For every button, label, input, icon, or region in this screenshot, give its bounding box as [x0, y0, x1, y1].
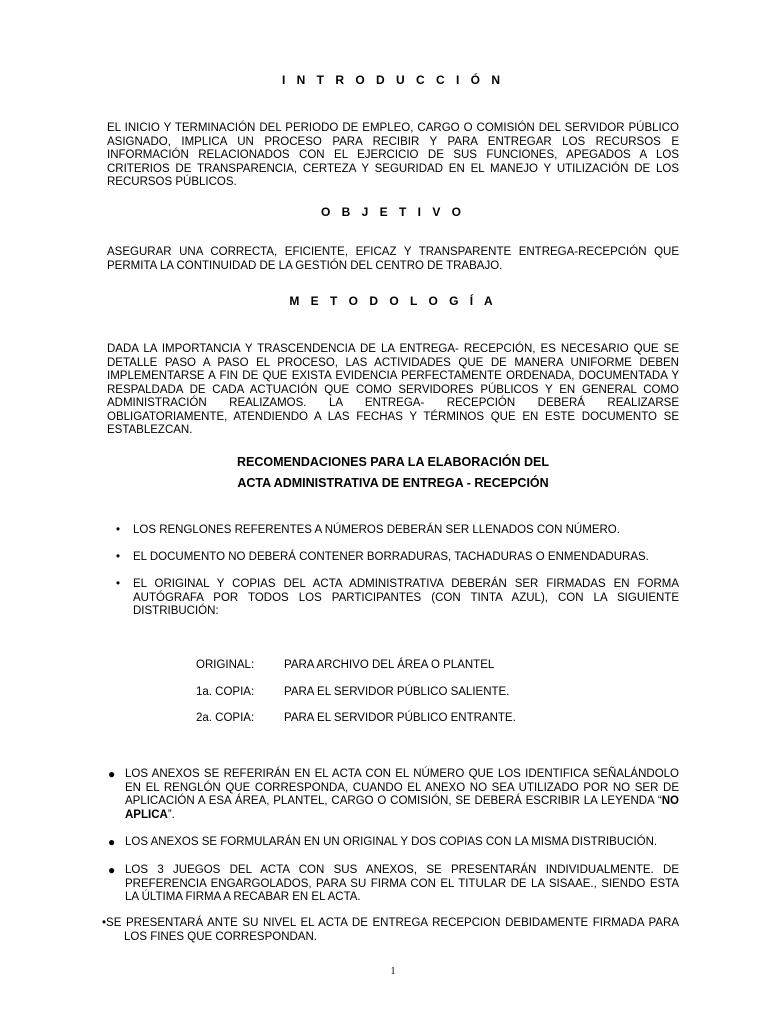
annex-text: LOS ANEXOS SE FORMULARÁN EN UN ORIGINAL Y DOS COPIAS CON LA MISMA DISTRIBUCIÓN.: [125, 836, 658, 848]
annex-text: LOS ANEXOS SE REFERIRÁN EN EL ACTA CON EL NÚMERO QUE LOS IDENTIFICA SEÑALÁNDOLO EN EL RENGLÓN QUE CORRESPONDA, CUANDO EL ANEXO NO SEA UTILIZADO POR NO SER DE APLICACIÓN A ESA ÁREA, PLANTEL, CARGO O COMISIÓN, SE DEBERÁ ESCRIBIR LA LEYENDA “NO APLICA”.: [125, 768, 679, 821]
filled-circle-bullet-icon: ●: [108, 767, 116, 781]
filled-circle-bullet-icon: ●: [108, 863, 116, 877]
distribution-label: 2a. COPIA:: [196, 712, 255, 724]
introduction-heading: I N T R O D U C C I Ó N: [281, 73, 504, 87]
introduction-paragraph: EL INICIO Y TERMINACIÓN DEL PERIODO DE EMPLEO, CARGO O COMISIÓN DEL SERVIDOR PÚBLICO ASIGNADO, IMPLICA UN PROCESO PARA RECIBIR Y PARA ENTREGAR LOS RECURSOS E INFORMACIÓN RELACIONADOS CON EL EJERCICIO DE SUS FUNCIONES, APEGADOS A LOS CRITERIOS DE TRANSPARENCIA, CERTEZA Y SEGURIDAD EN EL MANEJO Y UTILIZACIÓN DE LOS RECURSOS PÚBLICOS.: [107, 122, 679, 188]
distribution-value: PARA EL SERVIDOR PÚBLICO SALIENTE.: [284, 686, 510, 698]
bullet-text: LOS RENGLONES REFERENTES A NÚMEROS DEBERÁN SER LLENADOS CON NÚMERO.: [133, 524, 620, 536]
objective-paragraph: ASEGURAR UNA CORRECTA, EFICIENTE, EFICAZ Y TRANSPARENTE ENTREGA-RECEPCIÓN QUE PERMITA LA CONTINUIDAD DE LA GESTIÓN DEL CENTRO DE TRABAJO.: [107, 246, 679, 272]
distribution-value: PARA ARCHIVO DEL ÁREA O PLANTEL: [284, 659, 495, 671]
objective-heading: O B J E T I V O: [320, 205, 466, 219]
methodology-heading: M E T O D O L O G Í A: [289, 294, 497, 308]
final-line-2: LOS FINES QUE CORRESPONDAN.: [124, 930, 317, 943]
page-number: 1: [390, 966, 396, 977]
bullet-icon: •: [116, 578, 121, 590]
methodology-paragraph: DADA LA IMPORTANCIA Y TRASCENDENCIA DE LA ENTREGA- RECEPCIÓN, ES NECESARIO QUE SE DETALLE PASO A PASO EL PROCESO, LAS ACTIVIDADES QUE DE MANERA UNIFORME DEBEN IMPLEMENTARSE A FIN DE QUE EXISTA EVIDENCIA PERFECTAMENTE ORDENADA, DOCUMENTADA Y RESPALDADA DE CADA ACTUACIÓN QUE COMO SERVIDORES PÚBLICOS Y EN GENERAL COMO ADMINISTRACIÓN REALIZAMOS. LA ENTREGA- RECEPCIÓN DEBERÁ REALIZARSE OBLIGATORIAMENTE, ATENDIENDO A LAS FECHAS Y TÉRMINOS QUE EN ESTE DOCUMENTO SE ESTABLEZCAN.: [107, 343, 679, 436]
distribution-value: PARA EL SERVIDOR PÚBLICO ENTRANTE.: [284, 712, 516, 724]
final-line-1: •SE PRESENTARÁ ANTE SU NIVEL EL ACTA DE ENTREGA RECEPCION DEBIDAMENTE FIRMADA PARA: [102, 917, 679, 929]
distribution-label: 1a. COPIA:: [196, 686, 255, 698]
recommendations-title-line-2: ACTA ADMINISTRATIVA DE ENTREGA - RECEPCIÓN: [237, 476, 549, 490]
final-item: [102, 917, 679, 944]
bullet-icon: •: [102, 917, 107, 929]
annex-text: LOS 3 JUEGOS DEL ACTA CON SUS ANEXOS, SE PRESENTARÁN INDIVIDUALMENTE. DE PREFERENCIA ENGARGOLADOS, PARA SU FIRMA CON EL TITULAR DE LA SISAAE., SIENDO ESTA LA ÚLTIMA FIRMA A RECABAR EN EL ACTA.: [125, 864, 679, 903]
bullet-text: EL ORIGINAL Y COPIAS DEL ACTA ADMINISTRATIVA DEBERÁN SER FIRMADAS EN FORMA AUTÓGRAFA POR TODOS LOS PARTICIPANTES (CON TINTA AZUL), CON LA SIGUIENTE DISTRIBUCIÓN:: [133, 578, 679, 617]
bullet-icon: •: [116, 551, 121, 563]
distribution-label: ORIGINAL:: [196, 659, 255, 671]
filled-circle-bullet-icon: ●: [108, 835, 116, 849]
bullet-text: EL DOCUMENTO NO DEBERÁ CONTENER BORRADURAS, TACHADURAS O ENMENDADURAS.: [133, 551, 649, 563]
recommendations-title-line-1: RECOMENDACIONES PARA LA ELABORACIÓN DEL: [236, 455, 550, 469]
no-aplica-label: NO APLICA: [125, 795, 679, 821]
bullet-icon: •: [116, 524, 121, 536]
